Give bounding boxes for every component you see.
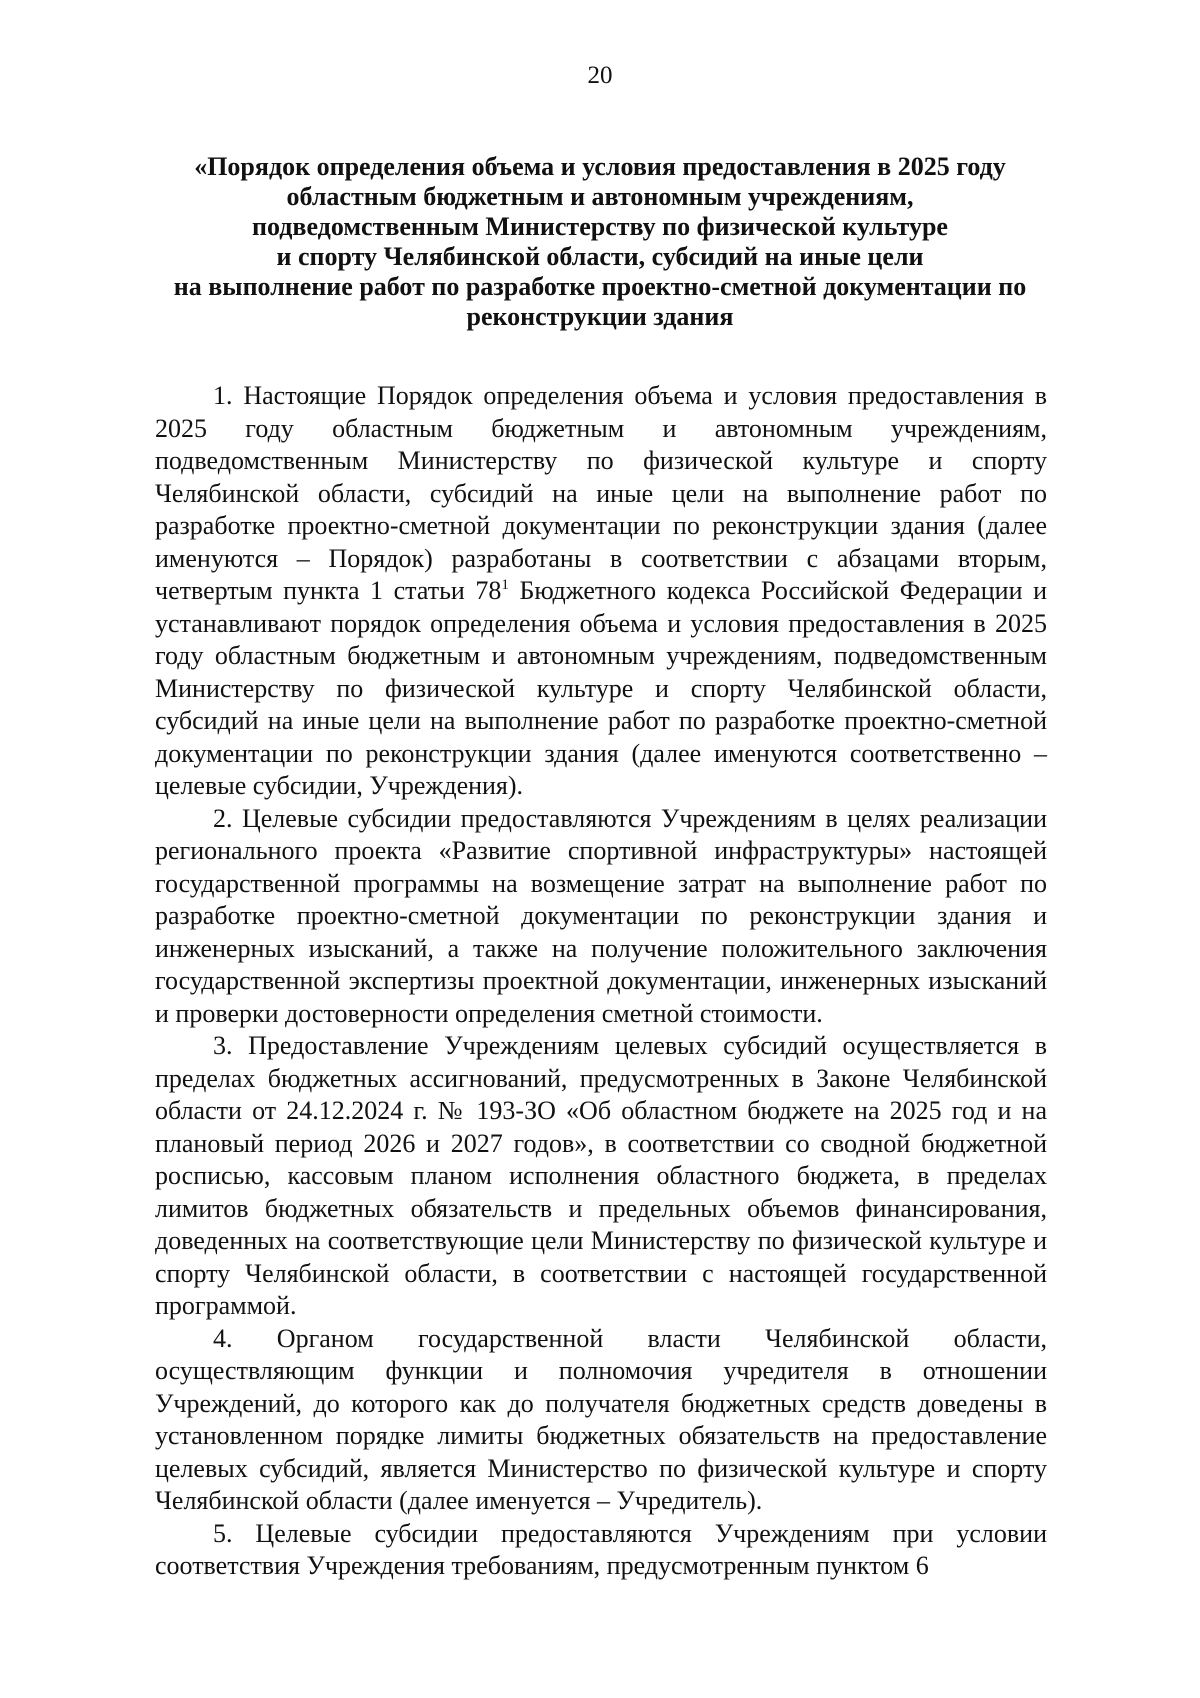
paragraph-3: 3. Предоставление Учреждениям целевых субсидий осуществляется в пределах бюджетных ассигнований, предусмотренных в Законе Челябинской области от 24.12.2024 г. № 193-ЗО «Об областном бюджете на 2025 год и на плановый период 2026 и 2027 годов», в соответствии со сводной бюджетной росписью, кассовым планом исполнения областного бюджета, в пределах лимитов бюджетных обязательств и предельных объемов финансирования, доведенных на соответствующие цели Министерству по физической культуре и спорту Челябинской области, в соответствии с настоящей государственной программой.: [155, 1031, 1047, 1320]
title-line: областным бюджетным и автономным учреждениям,: [286, 182, 914, 211]
title-line: на выполнение работ по разработке проектно-сметной документации по: [173, 272, 1027, 301]
title-line: реконструкции здания: [466, 302, 734, 331]
paragraph-1-text-a: 1. Настоящие Порядок определения объема и условия предоставления в 2025 году областным бюджетным и автономным учреждениям, подведомственным Министерству по физической культуре и спорту Челябинской области, субсидий на иные цели на выполнение работ по разработке проектно-сметной документации по реконструкции здания (далее именуются – Порядок) разработаны в соответствии с абзацами вторым, четвертым пункта 1 статьи 78: [155, 381, 1047, 605]
document-body: [155, 380, 1047, 1583]
title-line: «Порядок определения объема и условия предоставления в 2025 году: [194, 152, 1006, 181]
paragraph-1: [155, 380, 1047, 803]
title-line: и спорту Челябинской области, субсидий на иные цели: [276, 242, 924, 271]
page-number: 20: [587, 62, 613, 89]
paragraph-5: 5. Целевые субсидии предоставляются Учреждениям при условии соответствия Учреждения требованиям, предусмотренным пунктом 6: [155, 1518, 1047, 1580]
paragraph-4: 4. Органом государственной власти Челябинской области, осуществляющим функции и полномочия учредителя в отношении Учреждений, до которого как до получателя бюджетных средств доведены в установленном порядке лимиты бюджетных обязательств на предоставление целевых субсидий, является Министерство по физической культуре и спорту Челябинской области (далее именуется – Учредитель).: [155, 1323, 1047, 1515]
paragraph-2: 2. Целевые субсидии предоставляются Учреждениям в целях реализации регионального проекта «Развитие спортивной инфраструктуры» настоящей государственной программы на возмещение затрат на выполнение работ по разработке проектно-сметной документации по реконструкции здания и инженерных изысканий, а также на получение положительного заключения государственной экспертизы проектной документации, инженерных изысканий и проверки достоверности определения сметной стоимости.: [155, 803, 1047, 1028]
superscript-article-index: 1: [501, 577, 509, 593]
document-title: [150, 152, 1050, 332]
title-line: подведомственным Министерству по физической культуре: [252, 212, 948, 241]
paragraph-1-text-b: Бюджетного кодекса Российской Федерации и устанавливают порядок определения объема и условия предоставления в 2025 году областным бюджетным и автономным учреждениям, подведомственным Министерству по физической культуре и спорту Челябинской области, субсидий на иные цели на выполнение работ по разработке проектно-сметной документации по реконструкции здания (далее именуются соответственно – целевые субсидии, Учреждения).: [155, 576, 1047, 800]
